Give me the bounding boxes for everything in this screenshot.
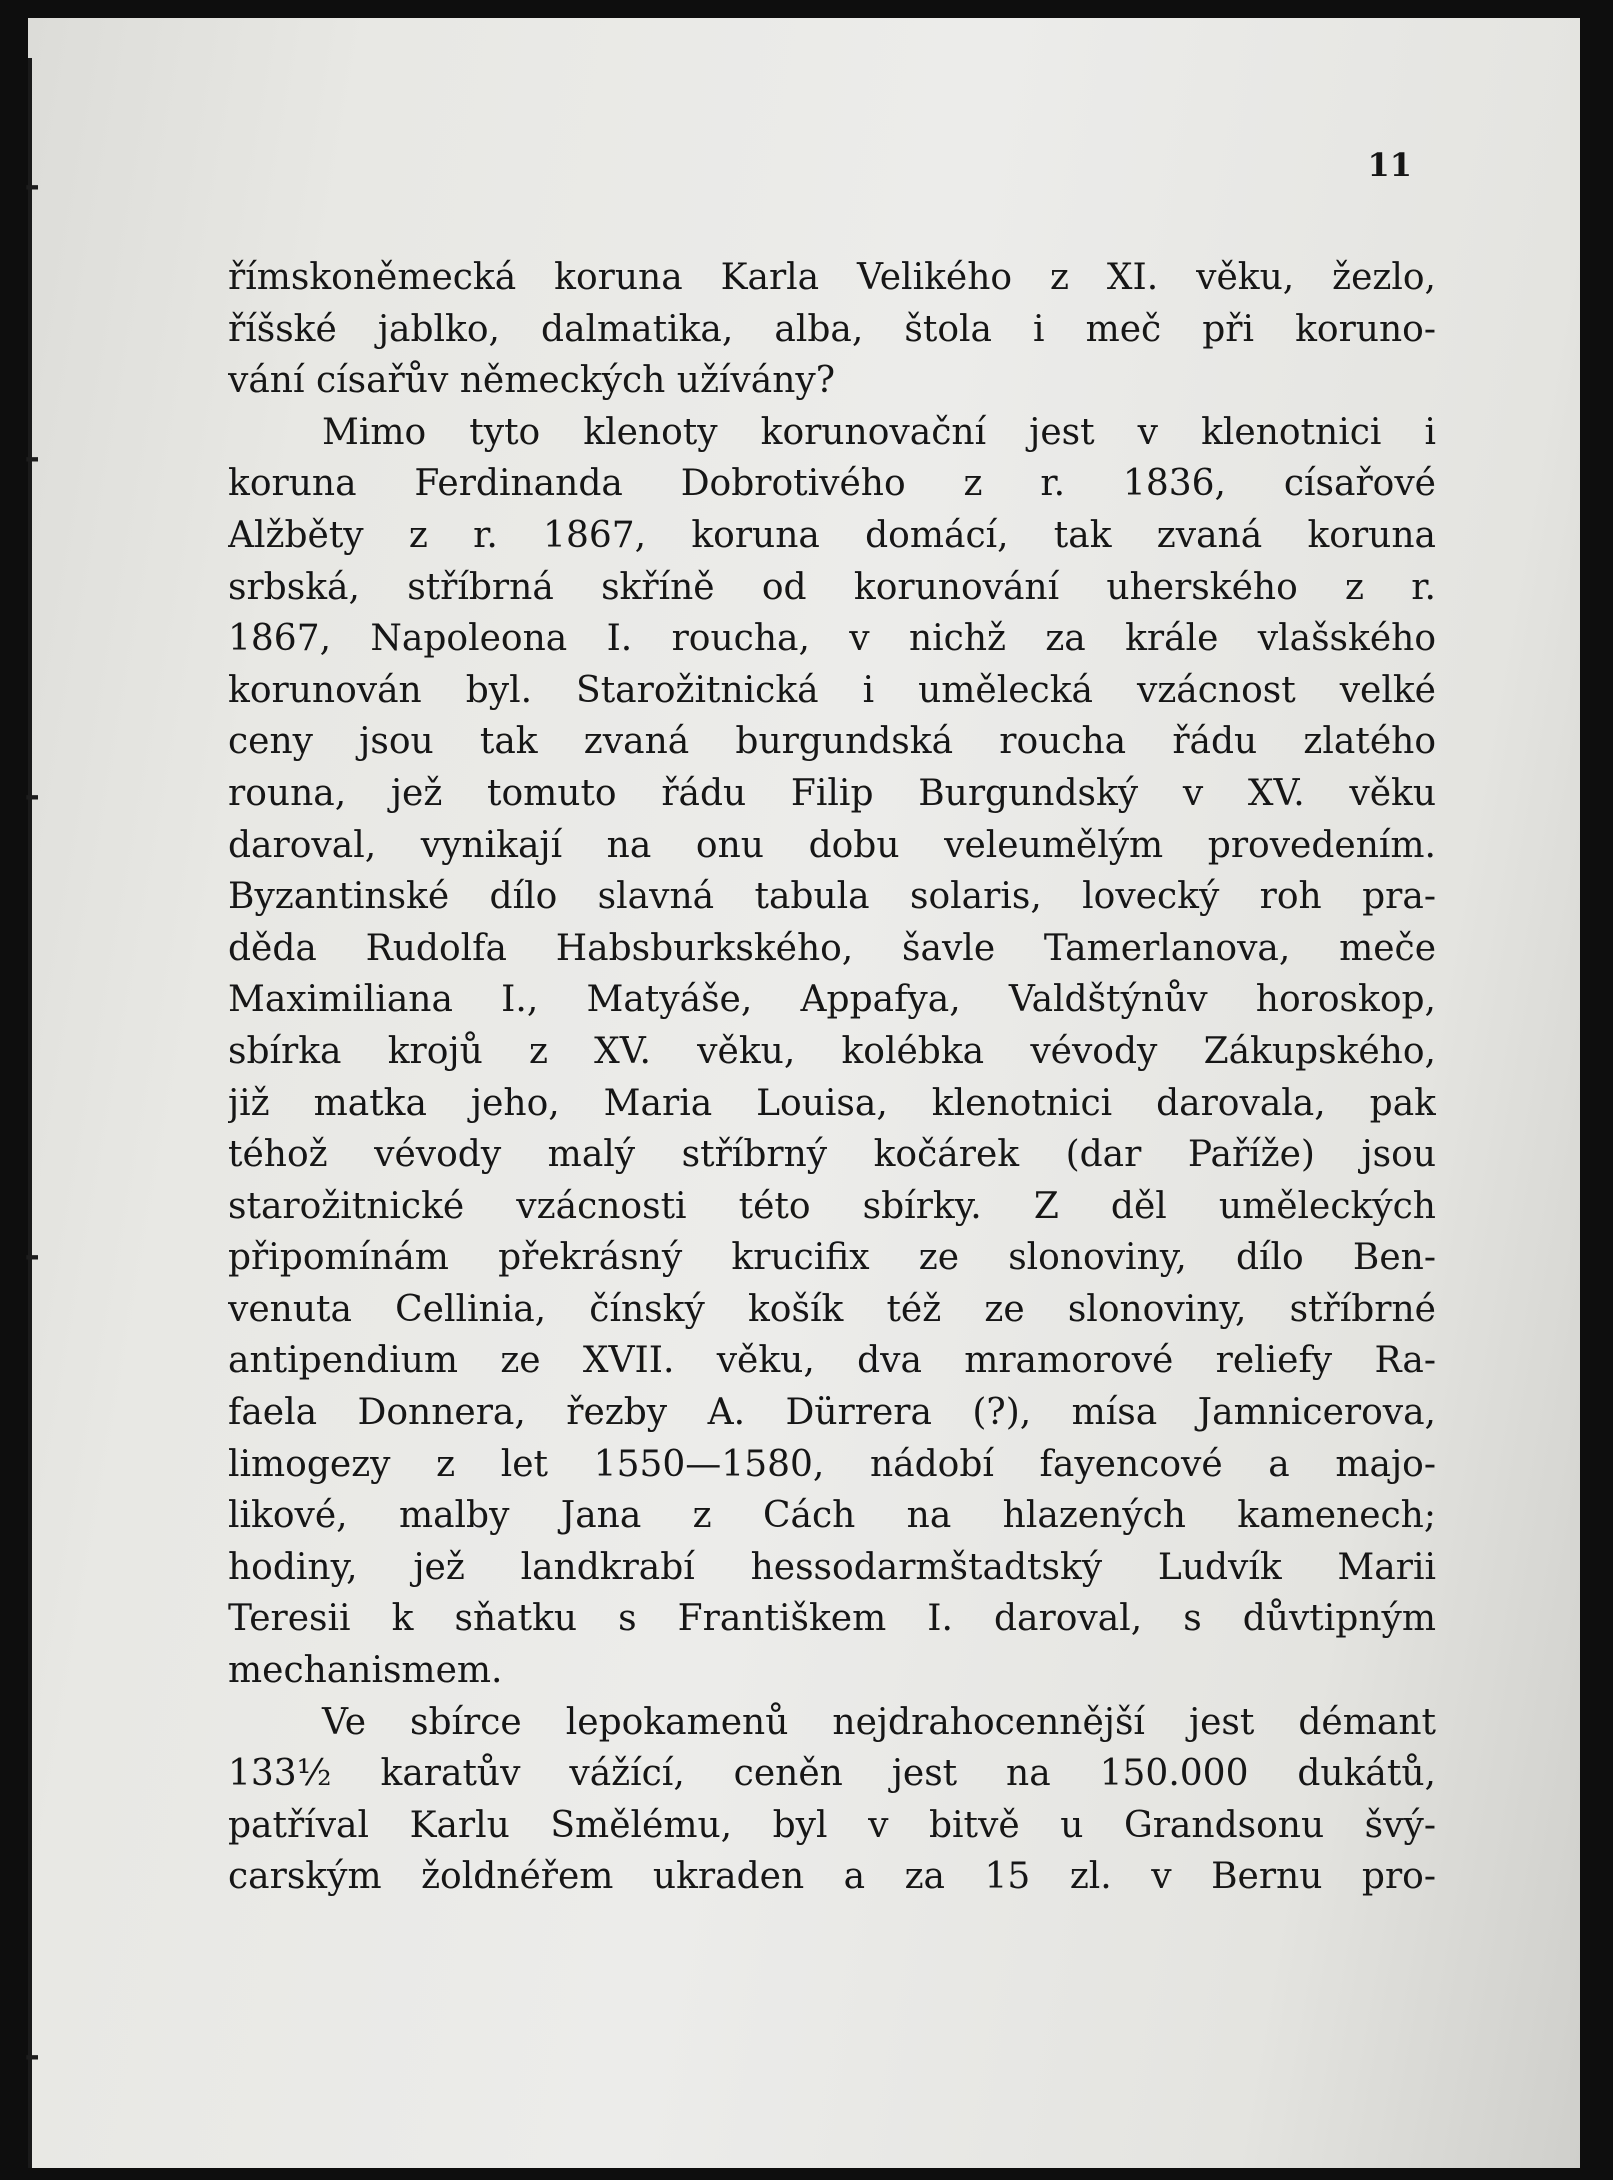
text-line: připomínám překrásný krucifix ze slonoviny, dílo Ben-	[228, 1237, 1436, 1279]
text-line: korunován byl. Starožitnická i umělecká vzácnost velké	[228, 669, 1436, 711]
text-line: sbírka krojů z XV. věku, kolébka vévody Zákupského,	[228, 1030, 1436, 1072]
text-line: Alžběty z r. 1867, koruna domácí, tak zvaná koruna	[228, 514, 1436, 556]
page-edge-line	[28, 58, 32, 2168]
text-line: 133½ karatův vážící, ceněn jest na 150.000 dukátů,	[228, 1753, 1436, 1795]
text-line: Teresii k sňatku s Františkem I. daroval, s důvtipným	[228, 1598, 1436, 1640]
text-line: koruna Ferdinanda Dobrotivého z r. 1836, císařové	[228, 463, 1436, 505]
text-line: rouna, jež tomuto řádu Filip Burgundský v XV. věku	[228, 772, 1436, 814]
text-line: římskoněmecká koruna Karla Velikého z XI. věku, žezlo,	[228, 257, 1436, 298]
body-text	[228, 252, 1436, 1903]
text-line: starožitnické vzácnosti této sbírky. Z děl uměleckých	[228, 1185, 1436, 1227]
text-line: téhož vévody malý stříbrný kočárek (dar Paříže) jsou	[228, 1134, 1436, 1176]
text-line: vání císařův německých užívány?	[228, 360, 836, 402]
text-line: antipendium ze XVII. věku, dva mramorové reliefy Ra-	[228, 1340, 1436, 1382]
text-line: daroval, vynikají na onu dobu veleumělým provedením.	[228, 824, 1436, 866]
text-line: patříval Karlu Smělému, byl v bitvě u Grandsonu švý-	[228, 1804, 1436, 1846]
text-line: 1867, Napoleona I. roucha, v nichž za krále vlašského	[228, 618, 1436, 660]
text-line: mechanismem.	[228, 1650, 503, 1692]
text-line: venuta Cellinia, čínský košík též ze slonoviny, stříbrné	[228, 1288, 1436, 1330]
text-line: limogezy z let 1550—1580, nádobí fayencové a majo-	[228, 1443, 1436, 1485]
text-line: ceny jsou tak zvaná burgundská roucha řádu zlatého	[228, 721, 1436, 763]
text-line: likové, malby Jana z Cách na hlazených kamenech;	[228, 1495, 1436, 1537]
page-number: 11	[1367, 146, 1412, 184]
text-line: Byzantinské dílo slavná tabula solaris, lovecký roh pra-	[228, 876, 1436, 918]
text-line: Maximiliana I., Matyáše, Appafya, Valdštýnův horoskop,	[228, 979, 1436, 1021]
text-line: již matka jeho, Maria Louisa, klenotnici darovala, pak	[228, 1082, 1436, 1124]
margin-mark: ⁃	[22, 166, 42, 212]
margin-mark: ⁃	[22, 776, 42, 822]
text-line: Ve sbírce lepokamenů nejdrahocennější jest démant	[322, 1701, 1436, 1743]
text-line: říšské jablko, dalmatika, alba, štola i meč při koruno-	[228, 308, 1436, 350]
text-line: faela Donnera, řezby A. Dürrera (?), mísa Jamnicerova,	[228, 1392, 1436, 1434]
margin-mark: ⁃	[22, 2036, 42, 2082]
margin-mark: ⁃	[22, 1236, 42, 1282]
text-line: Mimo tyto klenoty korunovační jest v klenotnici i	[322, 411, 1436, 453]
book-page	[22, 18, 1580, 2168]
text-line: děda Rudolfa Habsburkského, šavle Tamerlanova, meče	[228, 927, 1436, 969]
text-line: srbská, stříbrná skříně od korunování uherského z r.	[228, 566, 1436, 608]
text-line: hodiny, jež landkrabí hessodarmštadtský Ludvík Marii	[228, 1546, 1436, 1588]
text-line: carským žoldnéřem ukraden a za 15 zl. v Bernu pro-	[228, 1856, 1436, 1898]
margin-mark: ⁃	[22, 438, 42, 484]
